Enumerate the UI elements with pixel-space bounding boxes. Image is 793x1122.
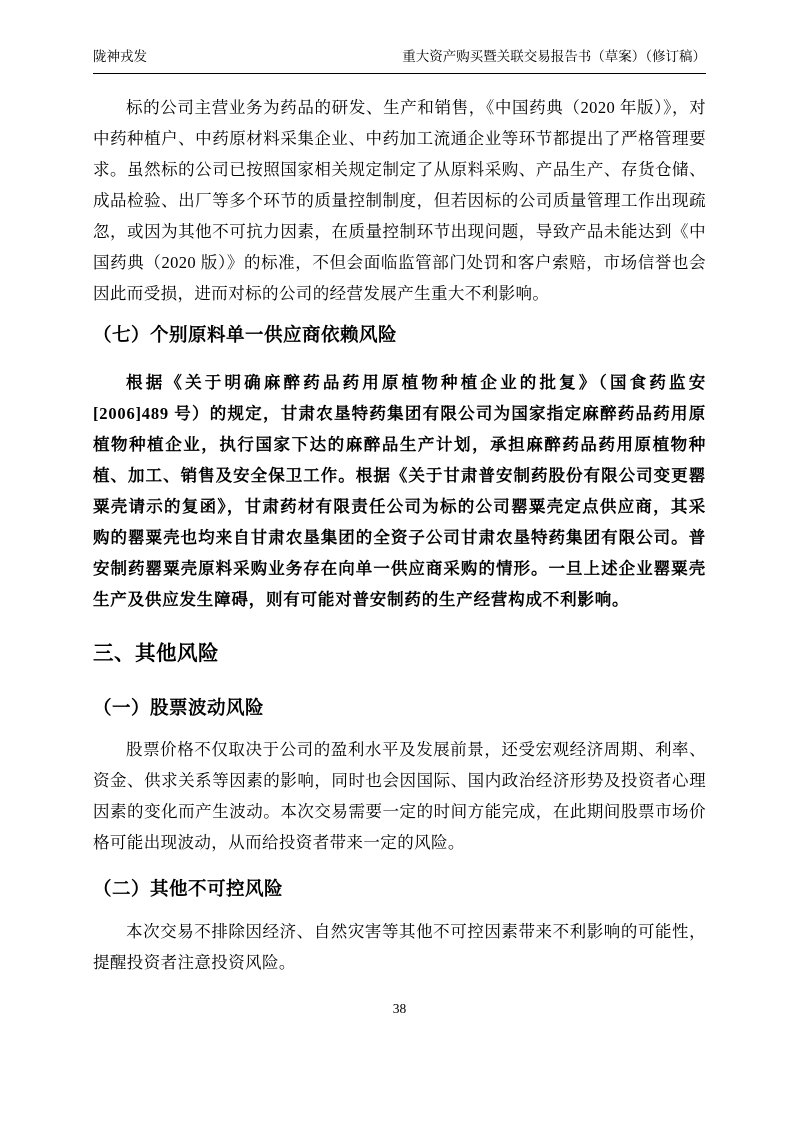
paragraph-uncontrollable-risk: 本次交易不排除因经济、自然灾害等其他不可控因素带来不利影响的可能性，提醒投资者注意投资风险。 xyxy=(93,921,706,972)
page-body xyxy=(93,92,706,978)
heading-section-3-2-uncontrollable-risk: （二）其他不可控风险 xyxy=(93,877,284,899)
page-header xyxy=(93,48,706,74)
page-footer xyxy=(93,1001,706,1017)
header-report-title: 重大资产购买暨关联交易报告书（草案）（修订稿） xyxy=(402,49,706,64)
heading-section-3-other-risks: 三、其他风险 xyxy=(93,641,219,665)
heading-section-7-supplier-dependence-risk: （七）个别原料单一供应商依赖风险 xyxy=(93,323,398,345)
paragraph-quality-risk: 标的公司主营业务为药品的研发、生产和销售，《中国药典（2020 年版）》，对中药种植户、中药原材料采集企业、中药加工流通企业等环节都提出了严格管理要求。虽然标的公司已按照国家相关规定制定了从原料采购、产品生产、存货仓储、成品检验、出厂等多个环节的质量控制制度，但若因标的公司质量管理工作出现疏忽，或因为其他不可抗力因素，在质量控制环节出现问题，导致产品未能达到《中国药典（2020 版）》的标准，不但会面临监管部门处罚和客户索赔，市场信誉也会因此而受损，进而对标的公司的经营发展产生重大不利影响。 xyxy=(93,97,706,303)
paragraph-supplier-risk: 根据《关于明确麻醉药品药用原植物种植企业的批复》（国食药监安[2006]489 号）的规定，甘肃农垦特药集团有限公司为国家指定麻醉药品药用原植物种植企业，执行国家下达的麻醉品生产计划，承担麻醉药品药用原植物种植、加工、销售及安全保卫工作。根据《关于甘肃普安制药股份有限公司变更罂粟壳请示的复函》，甘肃药材有限责任公司为标的公司罂粟壳定点供应商，其采购的罂粟壳也均来自甘肃农垦集团的全资子公司甘肃农垦特药集团有限公司。普安制药罂粟壳原料采购业务存在向单一供应商采购的情形。一旦上述企业罂粟壳生产及供应发生障碍，则有可能对普安制药的生产经营构成不利影响。 xyxy=(93,372,706,609)
header-company-name: 陇神戎发 xyxy=(93,49,147,64)
heading-section-3-1-stock-volatility-risk: （一）股票波动风险 xyxy=(93,696,265,718)
paragraph-stock-volatility-risk: 股票价格不仅取决于公司的盈利水平及发展前景，还受宏观经济周期、利率、资金、供求关系等因素的影响，同时也会因国际、国内政治经济形势及投资者心理因素的变化而产生波动。本次交易需要一定的时间方能完成，在此期间股票市场价格可能出现波动，从而给投资者带来一定的风险。 xyxy=(93,739,706,852)
page-number: 38 xyxy=(392,1000,407,1016)
